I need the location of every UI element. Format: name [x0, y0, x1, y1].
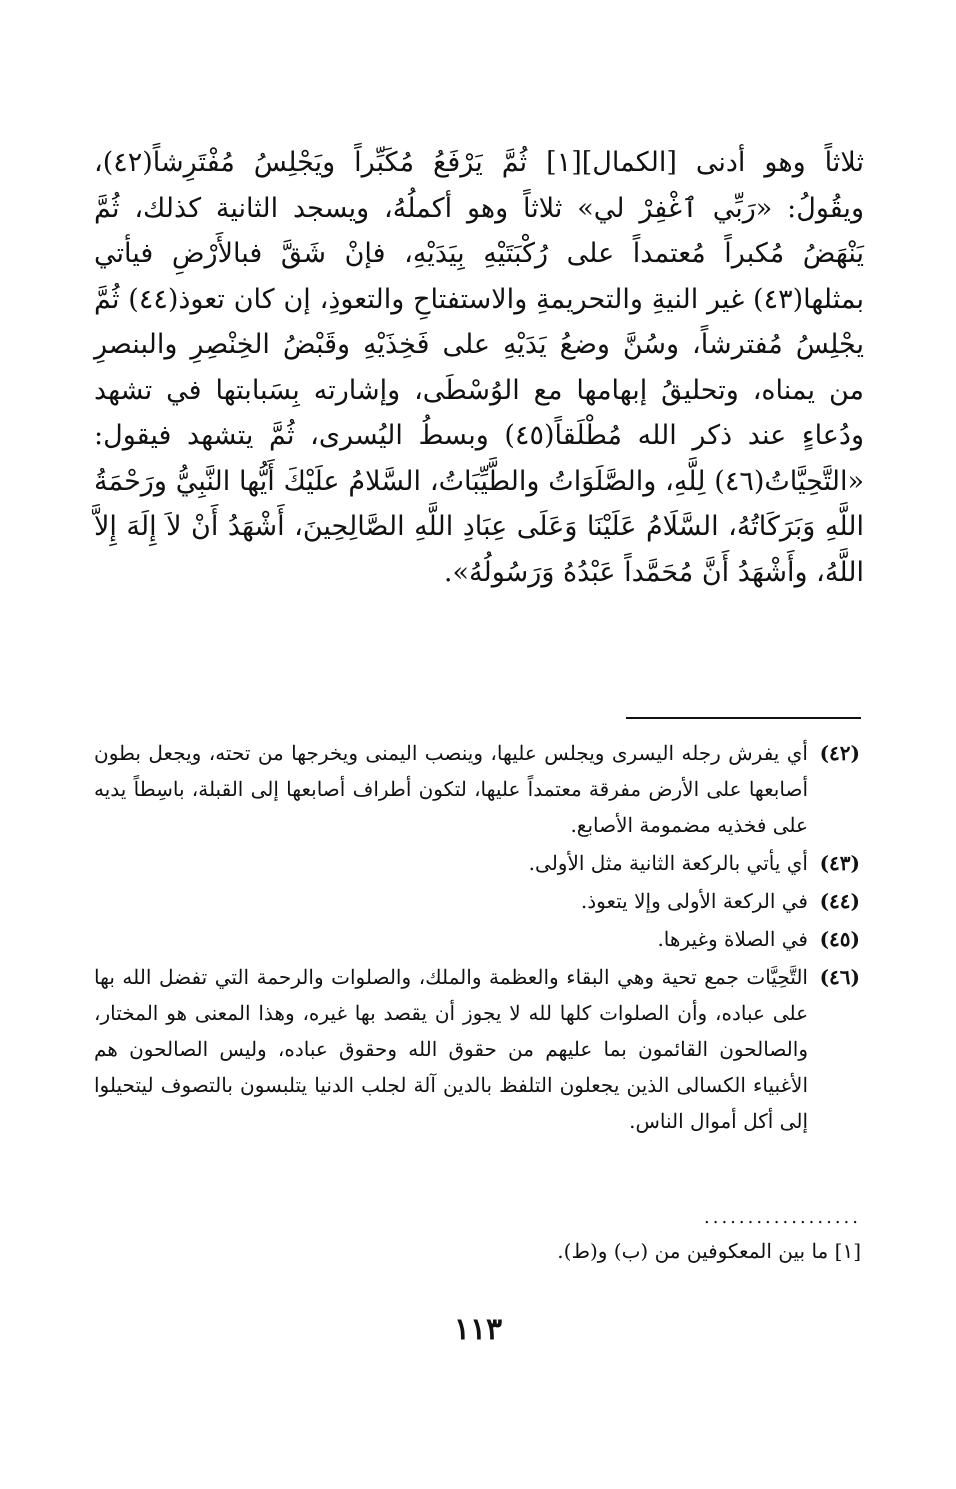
footnote-item [94, 921, 860, 957]
main-text-block [94, 140, 864, 595]
editor-note-separator: .................. [704, 1211, 861, 1225]
footnote-text: أي يأتي بالركعة الثانية مثل الأولى. [528, 851, 808, 875]
footnote-number: (٤٣) [819, 851, 860, 875]
footnote-item [94, 959, 860, 1139]
footnote-number: (٤٦) [819, 965, 860, 989]
editor-note: [١] ما بين المعكوفين من (ب) و(ط). [557, 1239, 861, 1263]
footnote-number: (٤٤) [819, 889, 860, 913]
footnotes-section [94, 735, 860, 1141]
page-number: ١١٣ [453, 1312, 503, 1347]
footnote-number: (٤٥) [819, 927, 860, 951]
footnote-item [94, 845, 860, 881]
footnote-item [94, 883, 860, 919]
footnote-text: التَّحِيَّات جمع تحية وهي البقاء والعظمة والملك، والصلوات والرحمة التي تفضل الله بها على عباده، وأن الصلوات كلها لله لا يجوز أن يقصد بها غيره، وهذا المعنى هو المختار، والصالحون القائمون بما عليهم من حقوق الله وحقوق عباده، وليس الصالحون هم الأغبياء الكسالى الذين يجعلون التلفظ بالدين آلة لجلب الدنيا يتلبسون بالتصوف ليتحيلوا إلى أكل أموال الناس. [94, 965, 808, 1133]
footnote-separator-rule [626, 717, 861, 719]
footnote-item [94, 735, 860, 843]
footnote-text: في الصلاة وغيرها. [657, 927, 808, 951]
footnote-text: أي يفرش رجله اليسرى ويجلس عليها، وينصب اليمنى ويخرجها من تحته، ويجعل بطون أصابعها على الأرض مفرقة معتمداً عليها، لتكون أطراف أصابعها إلى القبلة، باسِطاً يديه على فخذيه مضمومة الأصابع. [94, 741, 808, 837]
footnote-text: في الركعة الأولى وإلا يتعوذ. [580, 889, 808, 913]
footnote-number: (٤٢) [819, 741, 860, 765]
main-paragraph: ثلاثاً وهو أدنى [الكمال][١] ثُمَّ يَرْفَعُ مُكَبِّراً ويَجْلِسُ مُفْتَرِشاً(٤٢)، ويقُولُ: «رَبِّي ٱغْفِرْ لي» ثلاثاً وهو أكملُهُ، ويسجد الثانية كذلك، ثُمَّ يَنْهَضُ مُكبراً مُعتمداً على رُكْبَتَيْهِ بِيَدَيْهِ، فإنْ شَقَّ فبالأَرْضِ فيأتي بمثلها(٤٣) غير النيةِ والتحريمةِ والاستفتاحِ والتعوذِ، إن كان تعوذ(٤٤) ثُمَّ يجْلِسُ مُفترشاً، وسُنَّ وضعُ يَدَيْهِ على فَخِذَيْهِ وقَبْضُ الخِنْصِرِ والبنصرِ من يمناه، وتحليقُ إبهامها مع الوُسْطَى، وإشارته بِسَبابتها في تشهد ودُعاءٍ عند ذكر الله مُطْلَقاً(٤٥) وبسطُ اليُسرى، ثُمَّ يتشهد فيقول: «التَّحِيَّاتُ(٤٦) لِلَّهِ، والصَّلَوَاتُ والطَّيِّبَاتُ، السَّلامُ علَيْكَ أَيُّها النَّبِيُّ ورَحْمَةُ اللَّهِ وَبَرَكَاتُهُ، السَّلَامُ عَلَيْنَا وَعَلَى عِبَادِ اللَّهِ الصَّالِحِينَ، أَشْهَدُ أَنْ لاَ إِلَهَ إِلاَّ اللَّهُ، وأَشْهَدُ أَنَّ مُحَمَّداً عَبْدُهُ وَرَسُولُهُ». [94, 147, 864, 588]
